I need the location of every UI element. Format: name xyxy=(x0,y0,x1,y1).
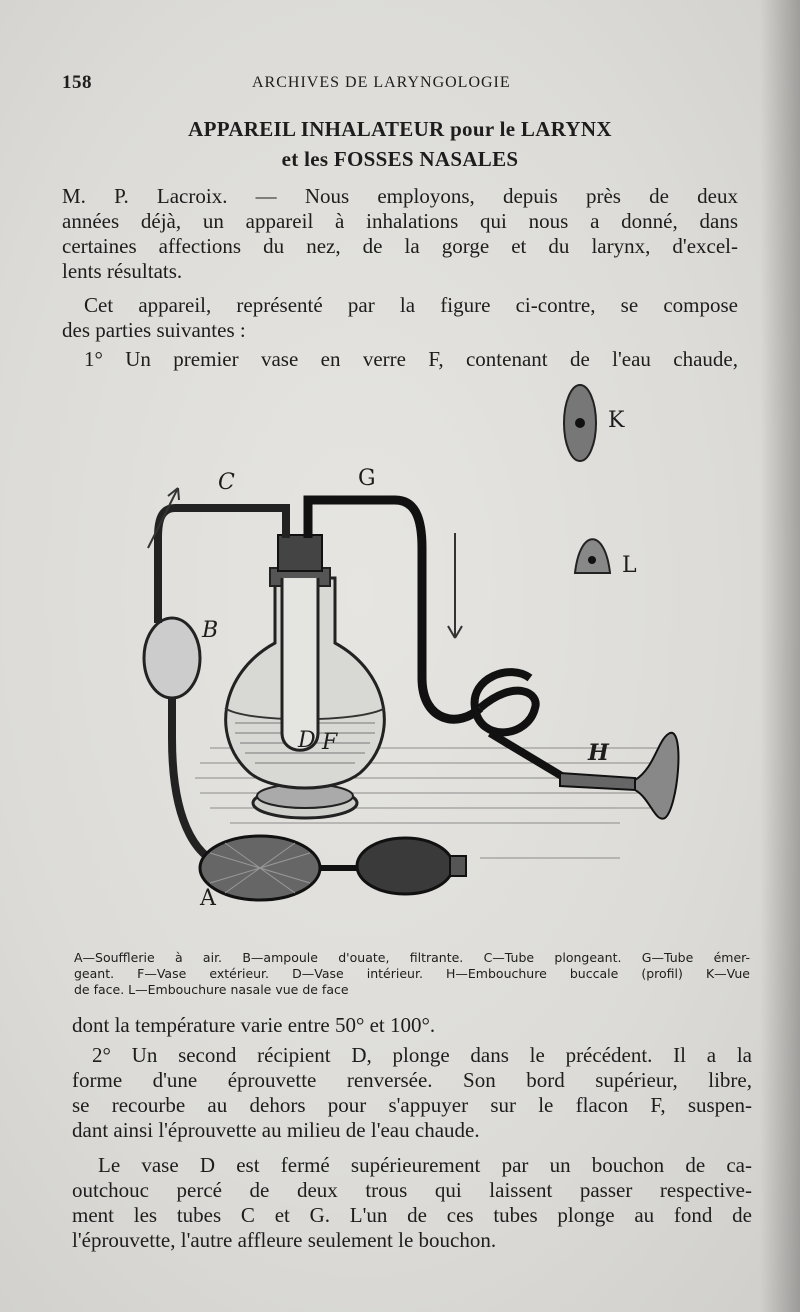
text-line: certaines affections du nez, de la gorge et du larynx, d'excel- xyxy=(62,234,738,258)
figure-label-c: C xyxy=(218,470,235,495)
text-line: dant ainsi l'éprouvette au milieu de l'eau chaude. xyxy=(72,1118,480,1142)
text-line: ment les tubes C et G. L'un de ces tubes plonge au fond de xyxy=(72,1203,752,1227)
text-line: dont la température varie entre 50° et 100°. xyxy=(72,1013,436,1037)
page-number: 158 xyxy=(62,72,92,93)
text-line: des parties suivantes : xyxy=(62,318,246,342)
apparatus-figure xyxy=(60,378,760,933)
figure-label-d: D xyxy=(298,728,316,753)
running-head xyxy=(62,72,762,96)
caption-line: geant. F—Vase extérieur. D—Vase intérieur. H—Embouchure buccale (profil) K—Vue xyxy=(74,966,750,981)
text-line: l'éprouvette, l'autre affleure seulement le bouchon. xyxy=(72,1228,497,1252)
text-line: Cet appareil, représenté par la figure ci-contre, se compose xyxy=(84,293,738,317)
figure-caption xyxy=(74,950,750,998)
text-line: outchouc percé de deux trous qui laissent passer respective- xyxy=(72,1178,752,1202)
paragraph-1 xyxy=(62,184,738,284)
text-line: lents résultats. xyxy=(62,259,183,283)
figure-label-b: B xyxy=(202,618,219,643)
caption-line: de face. L—Embouchure nasale vue de face xyxy=(74,982,349,997)
text-line: 2° Un second récipient D, plonge dans le précédent. Il a la xyxy=(92,1043,752,1067)
page-edge-shadow xyxy=(760,0,800,1312)
paragraph-3 xyxy=(62,347,738,372)
paragraph-6 xyxy=(72,1153,752,1253)
text-line: se recourbe au dehors pour s'appuyer sur le flacon F, suspen- xyxy=(72,1093,752,1117)
text-line: 1° Un premier vase en verre F, contenant de l'eau chaude, xyxy=(84,347,738,371)
apparatus-illustration xyxy=(60,378,760,933)
figure-label-l: L xyxy=(622,553,637,578)
figure-label-f: F xyxy=(322,730,338,755)
paragraph-2 xyxy=(62,293,738,343)
figure-label-a: A xyxy=(200,886,216,911)
article-title-line-1: APPAREIL INHALATEUR pour le LARYNX xyxy=(188,117,612,141)
paragraph-4 xyxy=(72,1013,752,1038)
text-line: Le vase D est fermé supérieurement par un bouchon de ca- xyxy=(98,1153,752,1177)
caption-line: A—Soufflerie à air. B—ampoule d'ouate, filtrante. C—Tube plongeant. G—Tube émer- xyxy=(74,950,750,965)
text-line: forme d'une éprouvette renversée. Son bord supérieur, libre, xyxy=(72,1068,752,1092)
figure-label-g: G xyxy=(358,466,376,491)
figure-label-h: H xyxy=(588,740,609,766)
figure-label-k: K xyxy=(608,408,625,433)
text-line: M. P. Lacroix. — Nous employons, depuis près de deux xyxy=(62,184,738,208)
paragraph-5 xyxy=(72,1043,752,1143)
article-title-line-2: et les FOSSES NASALES xyxy=(281,147,519,171)
journal-title: ARCHIVES DE LARYNGOLOGIE xyxy=(252,74,511,91)
text-line: années déjà, un appareil à inhalations qui nous a donné, dans xyxy=(62,209,738,233)
